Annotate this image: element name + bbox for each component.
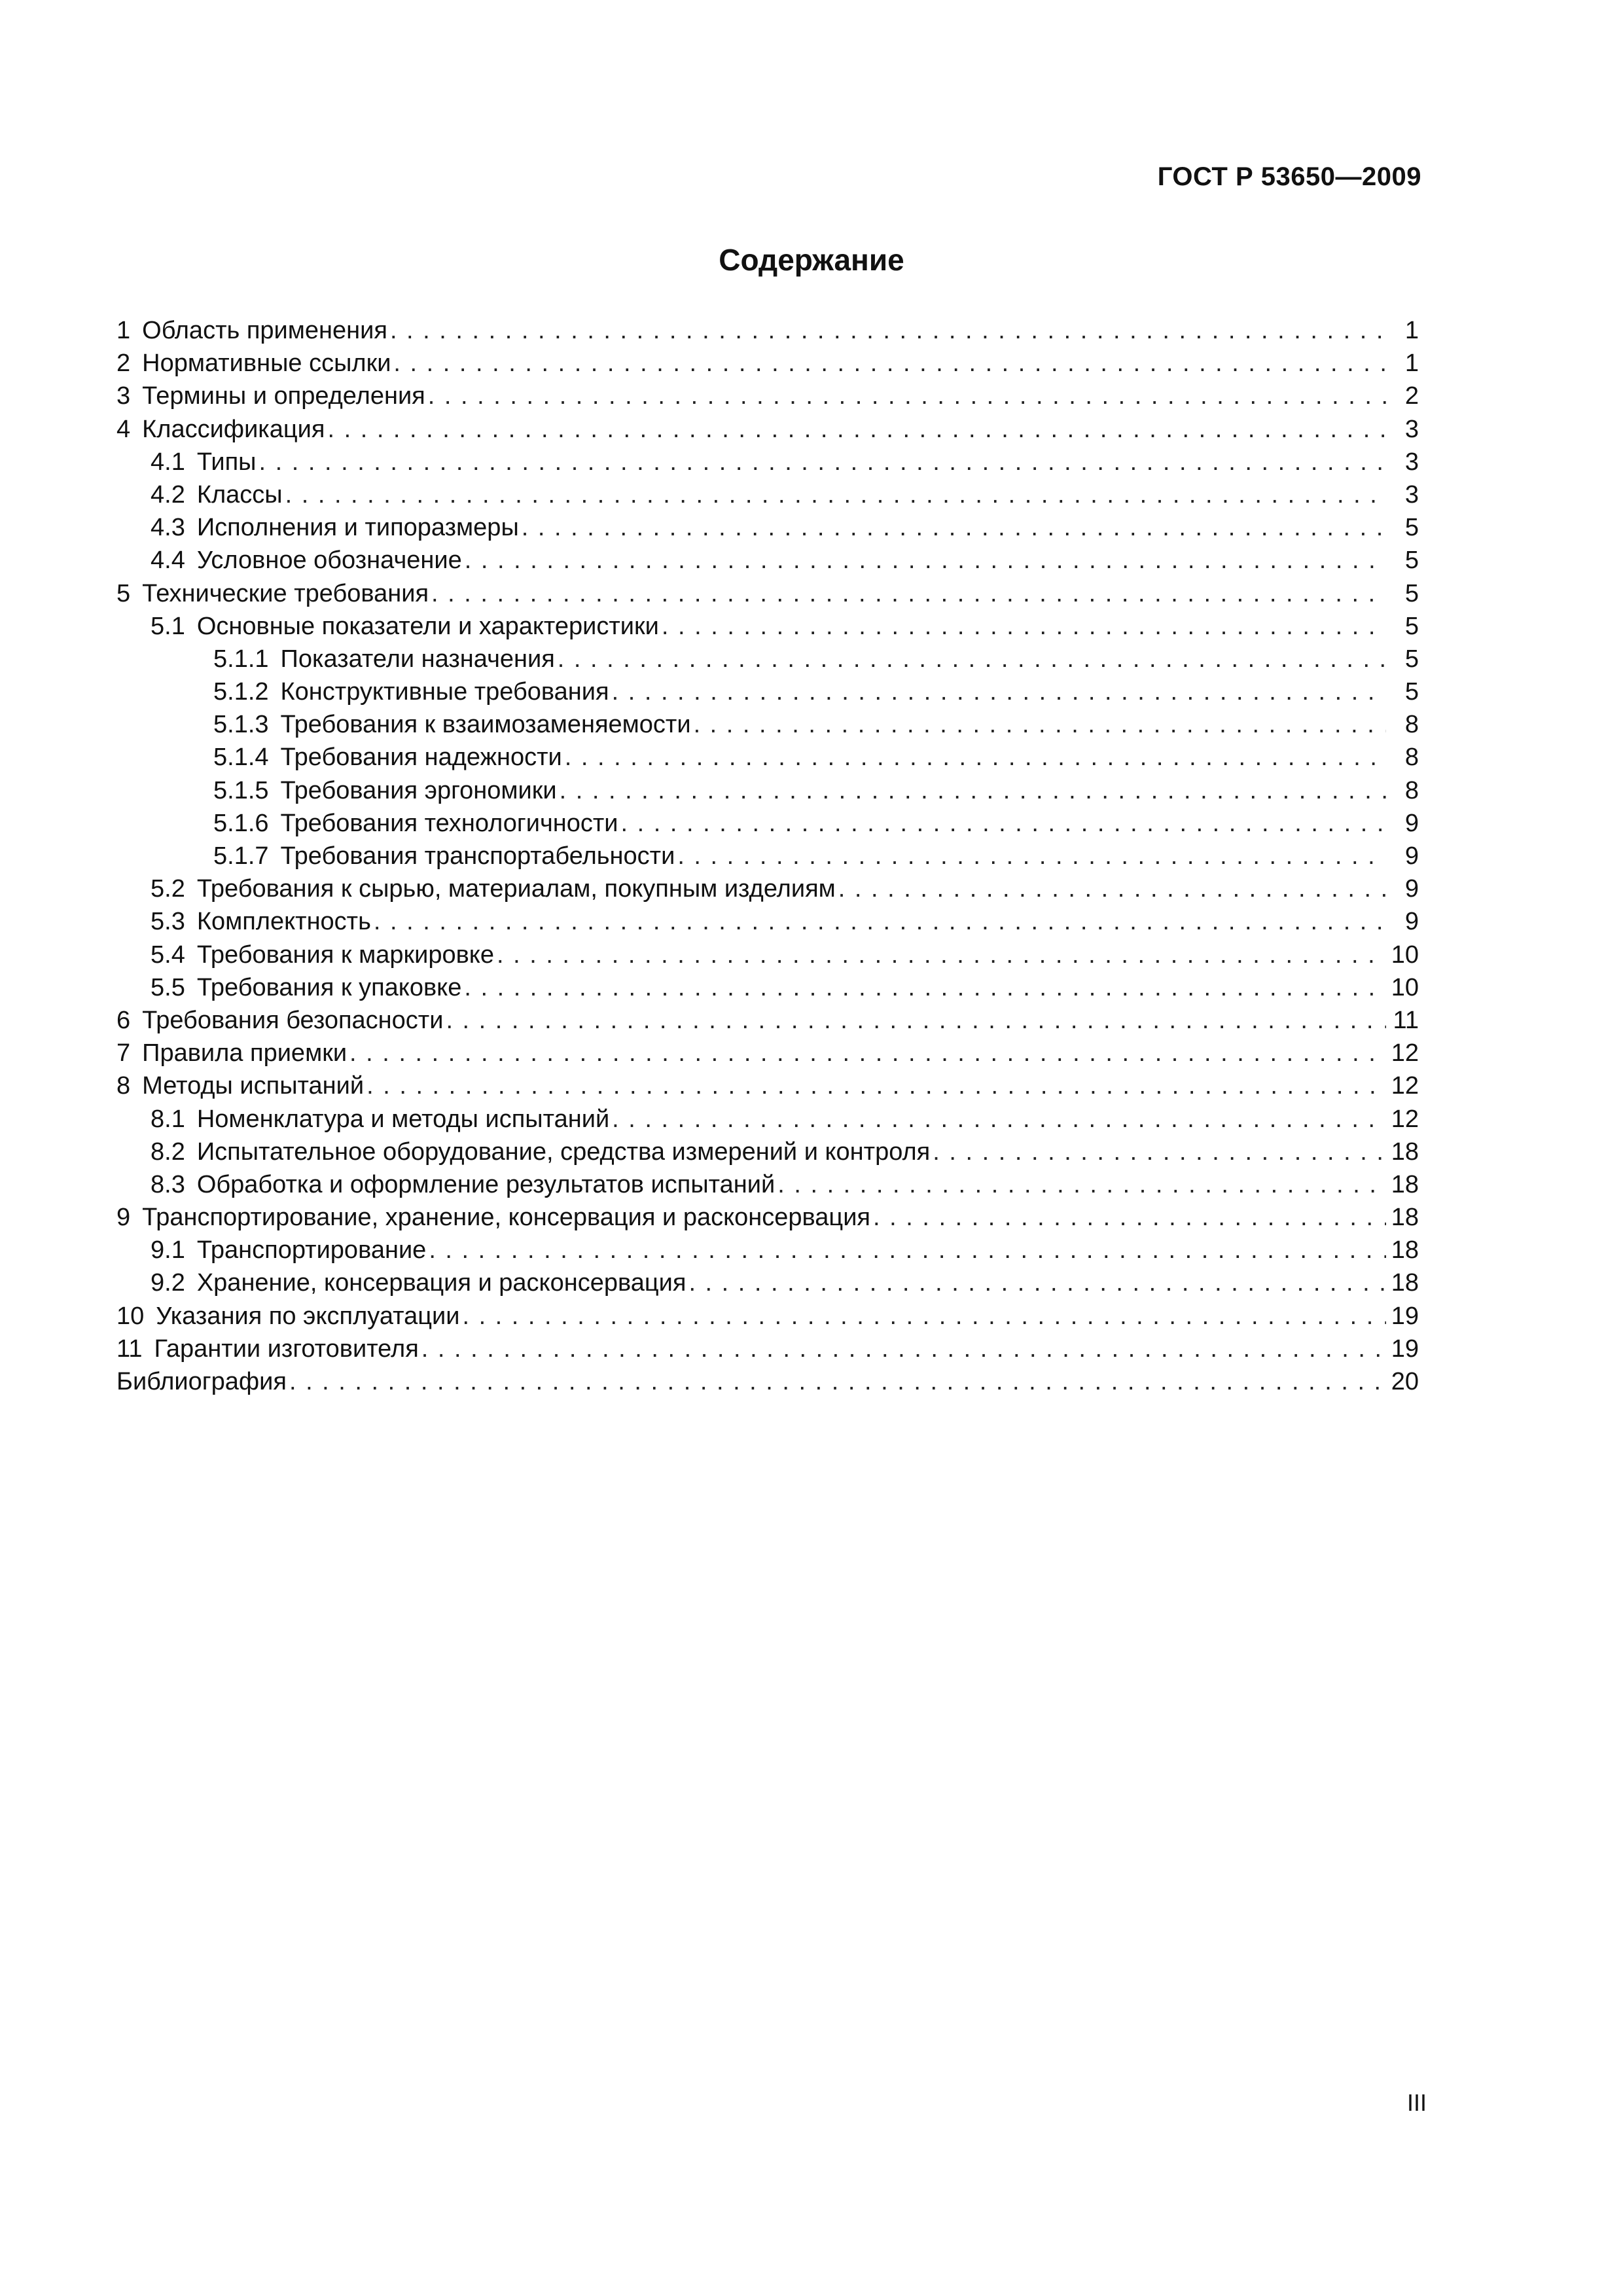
toc-entry-label: Испытательное оборудование, средства измерений и контроля — [196, 1138, 931, 1166]
toc-entry[interactable] — [116, 413, 1419, 446]
toc-entry[interactable] — [116, 905, 1419, 938]
toc-entry-label: Библиография — [116, 1368, 287, 1395]
dot-leader — [390, 314, 1386, 347]
dot-leader — [327, 413, 1386, 446]
toc-entry-label: Требования безопасности — [142, 1006, 444, 1034]
toc-entry[interactable] — [116, 577, 1419, 610]
toc-entry-label: Классы — [196, 480, 283, 509]
toc-entry-title — [116, 1333, 419, 1365]
page-number: III — [1406, 2089, 1427, 2116]
toc-entry-title — [151, 939, 494, 971]
toc-entry-label: Требования к сырью, материалам, покупным изделиям — [196, 875, 836, 903]
toc-entry-title — [213, 807, 618, 840]
toc-entry-page: 5 — [1404, 645, 1419, 673]
toc-entry[interactable] — [116, 1168, 1419, 1201]
toc-entry-label: Комплектность — [196, 908, 371, 936]
toc-entry-page: 5 — [1404, 514, 1419, 542]
toc-entry-page: 5 — [1404, 579, 1419, 607]
toc-entry-label: Требования надежности — [280, 744, 562, 772]
toc-entry[interactable] — [116, 1004, 1419, 1037]
toc-entry-page: 5 — [1404, 547, 1419, 575]
dot-leader — [393, 347, 1386, 380]
toc-entry-label: Термины и определения — [142, 382, 425, 410]
toc-entry[interactable] — [116, 675, 1419, 708]
toc-entry-number: 4.3 — [151, 514, 185, 542]
toc-entry-label: Требования к упаковке — [196, 973, 462, 1001]
dot-leader — [421, 1333, 1386, 1365]
toc-entry[interactable] — [116, 1103, 1419, 1136]
toc-entry-title — [151, 1103, 609, 1136]
toc-entry[interactable] — [116, 1037, 1419, 1069]
toc-entry[interactable] — [116, 544, 1419, 577]
toc-entry-page: 18 — [1391, 1138, 1419, 1166]
toc-entry-number: 6 — [116, 1006, 131, 1034]
toc-entry[interactable] — [116, 807, 1419, 840]
toc-entry[interactable] — [116, 1266, 1419, 1299]
toc-entry-title — [116, 1004, 443, 1037]
dot-leader — [612, 1103, 1386, 1136]
toc-entry[interactable] — [116, 1069, 1419, 1102]
toc-entry-page: 3 — [1404, 448, 1419, 476]
toc-entry-label: Гарантии изготовителя — [154, 1335, 419, 1363]
toc-entry-page: 9 — [1404, 842, 1419, 870]
toc-entry-label: Номенклатура и методы испытаний — [196, 1105, 610, 1133]
toc-entry-label: Транспортирование, хранение, консервация и расконсервация — [142, 1204, 870, 1232]
toc-entry-page: 12 — [1391, 1105, 1419, 1133]
toc-entry-number: 5.1.3 — [213, 711, 269, 739]
toc-entry-number: 9.1 — [151, 1236, 185, 1265]
toc-entry-number: 5.1.1 — [213, 645, 269, 673]
toc-entry-number: 5.1 — [151, 612, 185, 640]
toc-entry-page: 20 — [1391, 1368, 1419, 1395]
toc-entry-page: 10 — [1391, 941, 1419, 969]
toc-entry[interactable] — [116, 939, 1419, 971]
toc-entry[interactable] — [116, 741, 1419, 774]
toc-entry-page: 5 — [1404, 612, 1419, 640]
toc-entry[interactable] — [116, 1365, 1419, 1398]
toc-entry-number: 5.1.2 — [213, 678, 269, 706]
toc-entry[interactable] — [116, 446, 1419, 478]
dot-leader — [560, 774, 1386, 807]
dot-leader — [429, 1234, 1386, 1266]
toc-entry[interactable] — [116, 872, 1419, 905]
toc-entry-label: Конструктивные требования — [280, 678, 609, 706]
toc-entry-number: 2 — [116, 350, 131, 378]
toc-entry-label: Требования к взаимозаменяемости — [280, 711, 691, 739]
toc-entry-title — [151, 1168, 775, 1201]
toc-entry-page: 8 — [1404, 711, 1419, 739]
toc-entry-number: 8.2 — [151, 1138, 185, 1166]
toc-entry-title — [151, 905, 371, 938]
dot-leader — [446, 1004, 1386, 1037]
toc-entry-number: 10 — [116, 1302, 145, 1330]
toc-entry-page: 5 — [1404, 678, 1419, 706]
toc-entry-title — [116, 413, 325, 446]
dot-leader — [462, 1300, 1386, 1333]
toc-entry-number: 5.1.4 — [213, 744, 269, 772]
dot-leader — [366, 1069, 1386, 1102]
dot-leader — [522, 511, 1386, 544]
toc-entry[interactable] — [116, 314, 1419, 347]
toc-entry-number: 11 — [116, 1335, 143, 1363]
page-title: Содержание — [719, 243, 904, 277]
toc-entry-page: 12 — [1391, 1039, 1419, 1067]
toc-entry-label: Обработка и оформление результатов испытаний — [196, 1170, 776, 1198]
toc-entry-page: 1 — [1404, 350, 1419, 378]
toc-entry-title — [116, 1201, 870, 1234]
toc-entry-number: 5.5 — [151, 973, 185, 1001]
toc-entry-title — [151, 1136, 930, 1168]
toc-entry-title — [151, 1234, 426, 1266]
toc-entry-page: 8 — [1404, 776, 1419, 804]
toc-entry-title — [116, 1069, 364, 1102]
toc-entry[interactable] — [116, 643, 1419, 675]
toc-entry-title — [116, 380, 425, 412]
toc-entry-title — [213, 675, 609, 708]
toc-entry-page: 9 — [1404, 908, 1419, 936]
toc-entry-label: Область применения — [142, 317, 387, 344]
toc-entry-title — [151, 544, 462, 577]
toc-entry-label: Требования технологичности — [280, 809, 618, 837]
toc-entry-label: Классификация — [142, 415, 325, 443]
toc-entry-number: 4.4 — [151, 547, 185, 575]
dot-leader — [374, 905, 1386, 938]
toc-entry-label: Условное обозначение — [196, 547, 462, 575]
toc-entry[interactable] — [116, 1300, 1419, 1333]
dot-leader — [465, 544, 1386, 577]
toc-entry-title — [213, 774, 557, 807]
toc-entry-page: 11 — [1393, 1006, 1419, 1034]
toc-entry-title — [116, 1365, 287, 1398]
dot-leader — [497, 939, 1386, 971]
dot-leader — [464, 971, 1386, 1004]
dot-leader — [431, 577, 1386, 610]
toc-entry-label: Требования эргономики — [280, 776, 557, 804]
toc-entry-page: 3 — [1404, 480, 1419, 509]
toc-entry-page: 3 — [1404, 415, 1419, 443]
toc-entry-label: Указания по эксплуатации — [156, 1302, 460, 1330]
toc-entry-title — [151, 446, 257, 478]
toc-entry-title — [151, 478, 283, 511]
toc-entry-page: 9 — [1404, 809, 1419, 837]
toc-entry-title — [213, 741, 562, 774]
toc-entry-label: Правила приемки — [142, 1039, 348, 1067]
toc-entry-number: 5.1.5 — [213, 776, 269, 804]
toc-entry-number: 1 — [116, 317, 131, 344]
toc-entry-number: 8.3 — [151, 1170, 185, 1198]
toc-entry-label: Хранение, консервация и расконсервация — [196, 1269, 687, 1297]
toc-entry-number: 7 — [116, 1039, 131, 1067]
toc-entry-page: 18 — [1391, 1236, 1419, 1265]
toc-entry[interactable] — [116, 610, 1419, 643]
toc-entry-number: 9 — [116, 1204, 131, 1232]
toc-entry-page: 19 — [1391, 1302, 1419, 1330]
toc-entry-page: 18 — [1391, 1170, 1419, 1198]
dot-leader — [838, 872, 1386, 905]
toc-entry[interactable] — [116, 478, 1419, 511]
toc-entry-title — [116, 577, 429, 610]
toc-entry-title — [151, 872, 836, 905]
toc-entry-number: 5.3 — [151, 908, 185, 936]
toc-entry-label: Основные показатели и характеристики — [196, 612, 659, 640]
toc-entry-page: 10 — [1391, 973, 1419, 1001]
dot-leader — [428, 380, 1386, 412]
standard-code: ГОСТ Р 53650—2009 — [1157, 162, 1421, 191]
toc-entry[interactable] — [116, 1201, 1419, 1234]
toc-entry-title — [151, 1266, 686, 1299]
toc-entry[interactable] — [116, 380, 1419, 412]
toc-entry-number: 5.1.6 — [213, 809, 269, 837]
dot-leader — [259, 446, 1387, 478]
toc-entry-title — [213, 840, 675, 872]
toc-entry-page: 9 — [1404, 875, 1419, 903]
toc-entry-title — [213, 643, 555, 675]
toc-entry-number: 8.1 — [151, 1105, 185, 1133]
toc-entry-page: 19 — [1391, 1335, 1419, 1363]
toc-entry-title — [116, 314, 387, 347]
toc-entry-label: Исполнения и типоразмеры — [196, 514, 519, 542]
dot-leader — [289, 1365, 1386, 1398]
toc-entry-label: Требования транспортабельности — [280, 842, 675, 870]
toc-entry-page: 8 — [1404, 744, 1419, 772]
toc-entry-label: Технические требования — [142, 579, 429, 607]
toc-entry[interactable] — [116, 1136, 1419, 1168]
dot-leader — [694, 708, 1386, 741]
dot-leader — [621, 807, 1386, 840]
toc-entry-label: Типы — [196, 448, 257, 476]
toc-entry-title — [151, 610, 659, 643]
dot-leader — [662, 610, 1386, 643]
toc-entry[interactable] — [116, 1333, 1419, 1365]
toc-entry-number: 5.1.7 — [213, 842, 269, 870]
toc-entry[interactable] — [116, 1234, 1419, 1266]
toc-entry-number: 5.2 — [151, 875, 185, 903]
table-of-contents — [116, 314, 1419, 1398]
toc-entry[interactable] — [116, 840, 1419, 872]
toc-entry-page: 1 — [1404, 317, 1419, 344]
toc-entry-label: Требования к маркировке — [196, 941, 494, 969]
dot-leader — [777, 1168, 1386, 1201]
toc-entry-label: Показатели назначения — [280, 645, 555, 673]
toc-entry-number: 5 — [116, 579, 131, 607]
dot-leader — [349, 1037, 1386, 1069]
toc-entry[interactable] — [116, 774, 1419, 807]
toc-entry-page: 12 — [1391, 1072, 1419, 1100]
toc-entry-number: 9.2 — [151, 1269, 185, 1297]
toc-entry-title — [116, 1037, 347, 1069]
dot-leader — [612, 675, 1386, 708]
toc-entry-number: 8 — [116, 1072, 131, 1100]
dot-leader — [565, 741, 1386, 774]
dot-leader — [873, 1201, 1386, 1234]
toc-entry-title — [116, 1300, 459, 1333]
toc-entry-number: 4.1 — [151, 448, 185, 476]
toc-entry-label: Транспортирование — [196, 1236, 427, 1265]
dot-leader — [688, 1266, 1386, 1299]
toc-entry-title — [116, 347, 391, 380]
toc-entry-number: 3 — [116, 382, 131, 410]
toc-entry-number: 5.4 — [151, 941, 185, 969]
toc-entry-label: Методы испытаний — [142, 1072, 365, 1100]
dot-leader — [933, 1136, 1386, 1168]
toc-entry[interactable] — [116, 511, 1419, 544]
dot-leader — [285, 478, 1386, 511]
toc-entry-number: 4.2 — [151, 480, 185, 509]
toc-entry-title — [151, 511, 519, 544]
dot-leader — [677, 840, 1386, 872]
toc-entry-page: 18 — [1391, 1269, 1419, 1297]
toc-entry[interactable] — [116, 708, 1419, 741]
dot-leader — [558, 643, 1386, 675]
toc-entry-number: 4 — [116, 415, 131, 443]
toc-entry-title — [151, 971, 461, 1004]
toc-entry-page: 18 — [1391, 1204, 1419, 1232]
toc-entry-label: Нормативные ссылки — [142, 350, 391, 378]
toc-entry-title — [213, 708, 691, 741]
toc-entry[interactable] — [116, 971, 1419, 1004]
toc-entry[interactable] — [116, 347, 1419, 380]
toc-entry-page: 2 — [1404, 382, 1419, 410]
